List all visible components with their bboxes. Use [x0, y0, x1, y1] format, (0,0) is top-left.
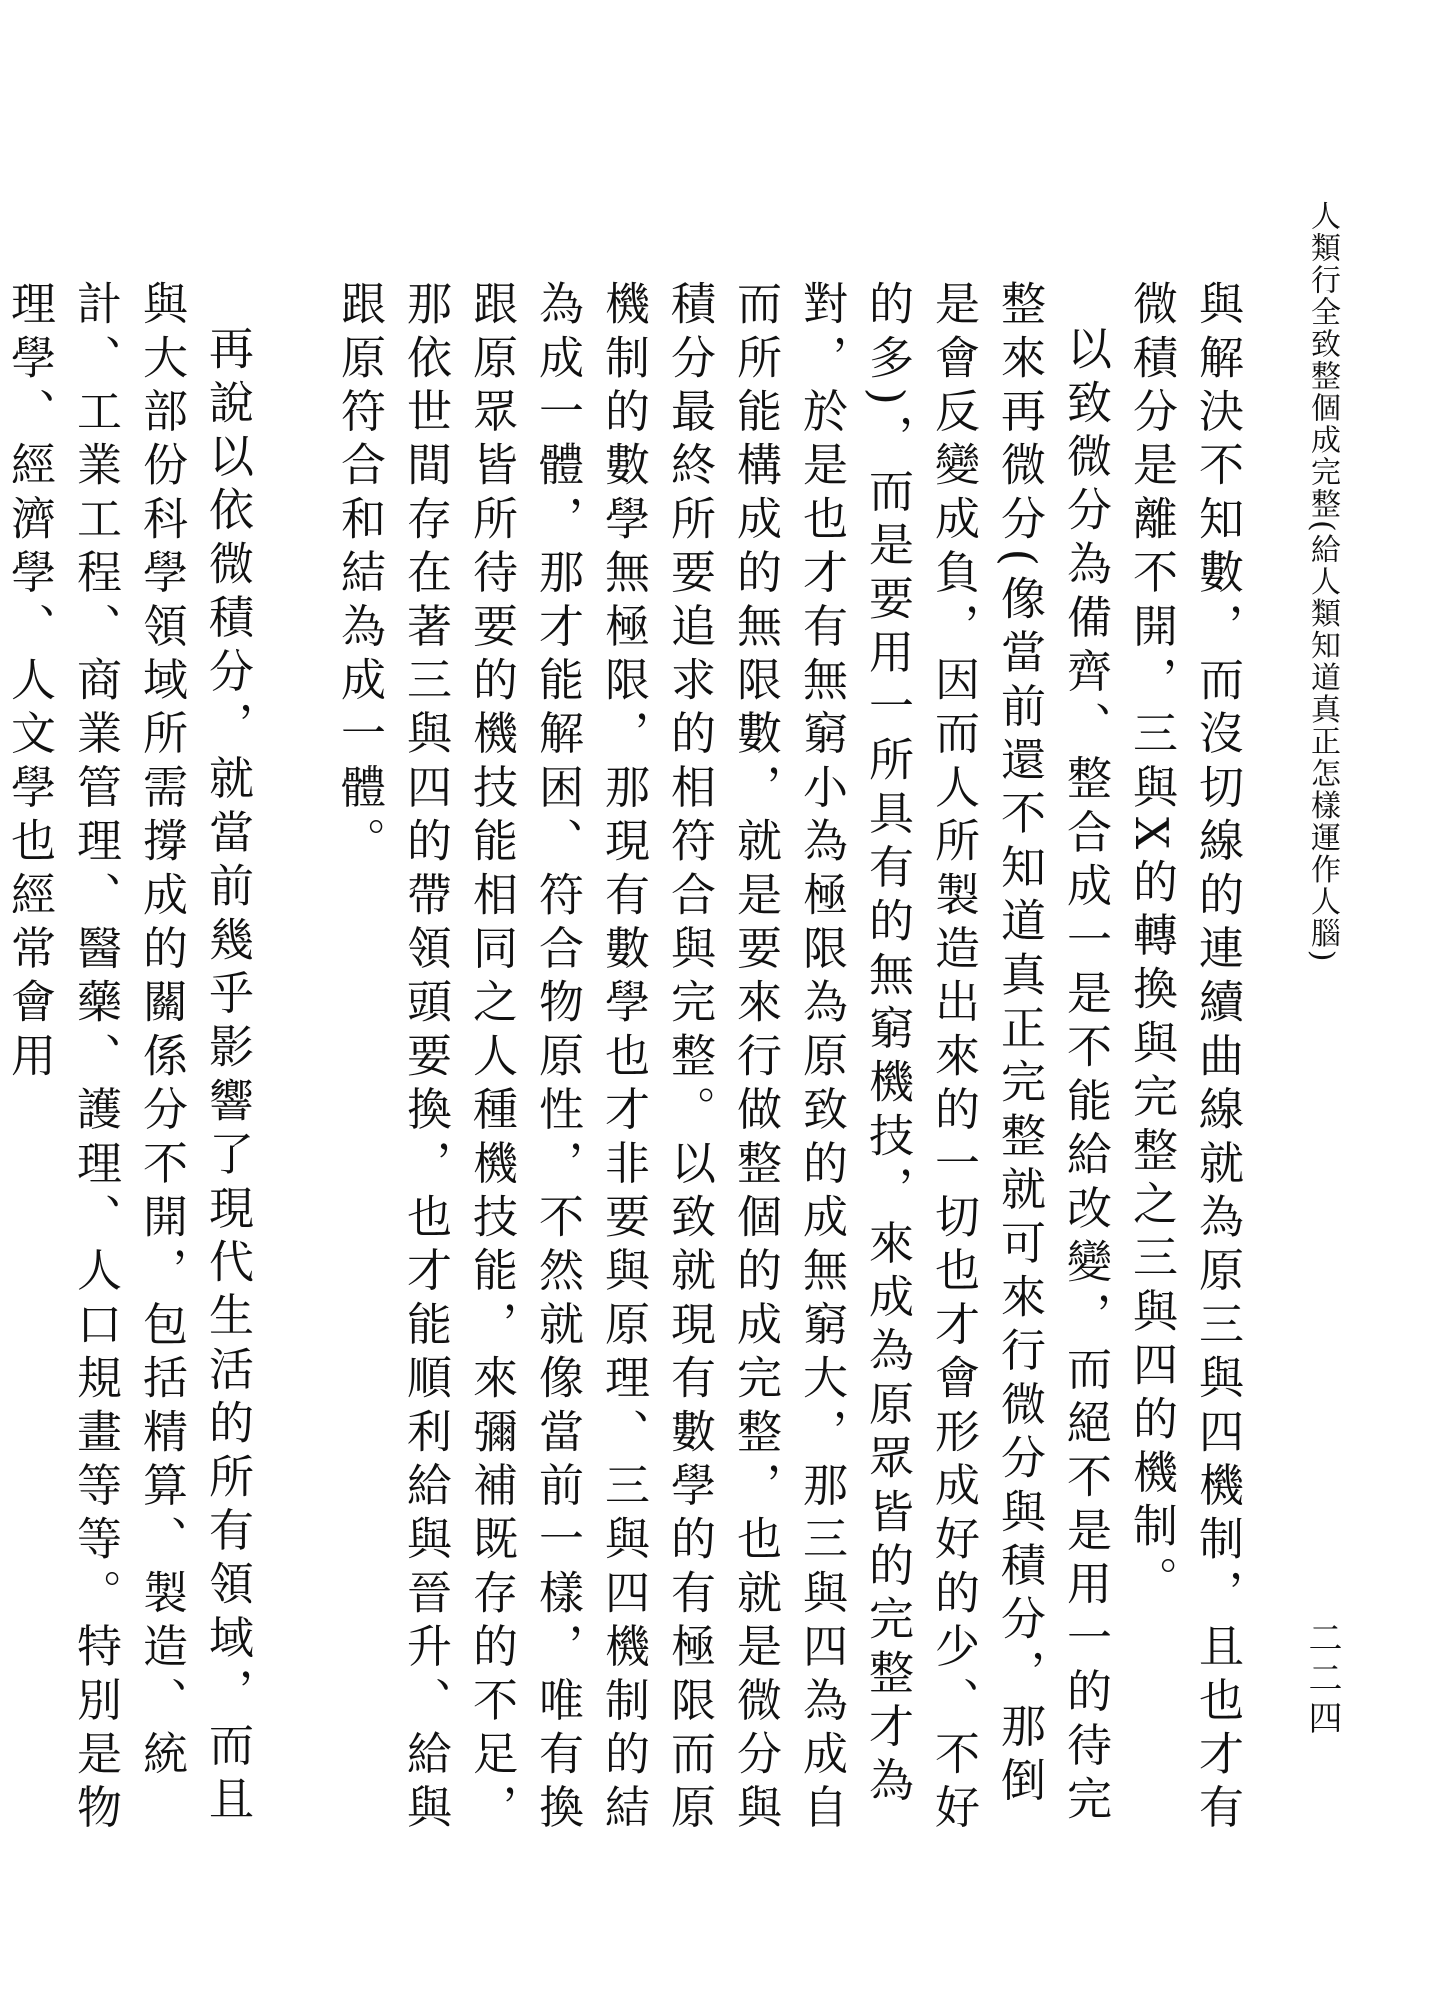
page-number: 二二四 [1302, 1620, 1342, 1740]
paragraph-3: 再說以依微積分，就當前幾乎影響了現代生活的所有領域，而且與大部份科學領域所需撐成的關係分不開，包括精算、製造、統計、工業工程、商業管理、醫藥、護理、人口規畫等等。特別是物理學、經濟學、人文學也經常會用 [3, 280, 254, 1838]
body-text [3, 280, 1250, 1840]
paragraph-1: 與解決不知數，而沒切線的連續曲線就為原三與四機制，且也才有微積分是離不開，三與X的轉換與完整之三與四的機制。 [1125, 280, 1244, 1838]
running-header: 人類行全致整個成完整(給人類知道真正怎樣運作人腦) [1305, 200, 1340, 964]
paragraph-2: 以致微分為備齊、整合成一是不能給改變，而絕不是用一的待完整來再微分(像當前還不知道真正完整就可來行微分與積分，那倒是會反變成負，因而人所製造出來的一切也才會形成好的少、不好的多)，而是要用一所具有的無窮機技，來成為原眾皆的完整才為對，於是也才有無窮小為極限為原致的成無窮大，那三與四為成自而所能構成的無限數，就是要來行做整個的成完整，也就是微分與積分最終所要追求的相符合與完整。以致就現有數學的有極限而原機制的數學無極限，那現有數學也才非要與原理、三與四機制的結為成一體，那才能解困、符合物原性，不然就像當前一樣，唯有換跟原眾皆所待要的機技能相同之人種機技能，來彌補既存的不足，那依世間存在著三與四的帶領頭要換，也才能順利給與晉升、給與跟原符合和結為成一體。 [333, 280, 1112, 1838]
